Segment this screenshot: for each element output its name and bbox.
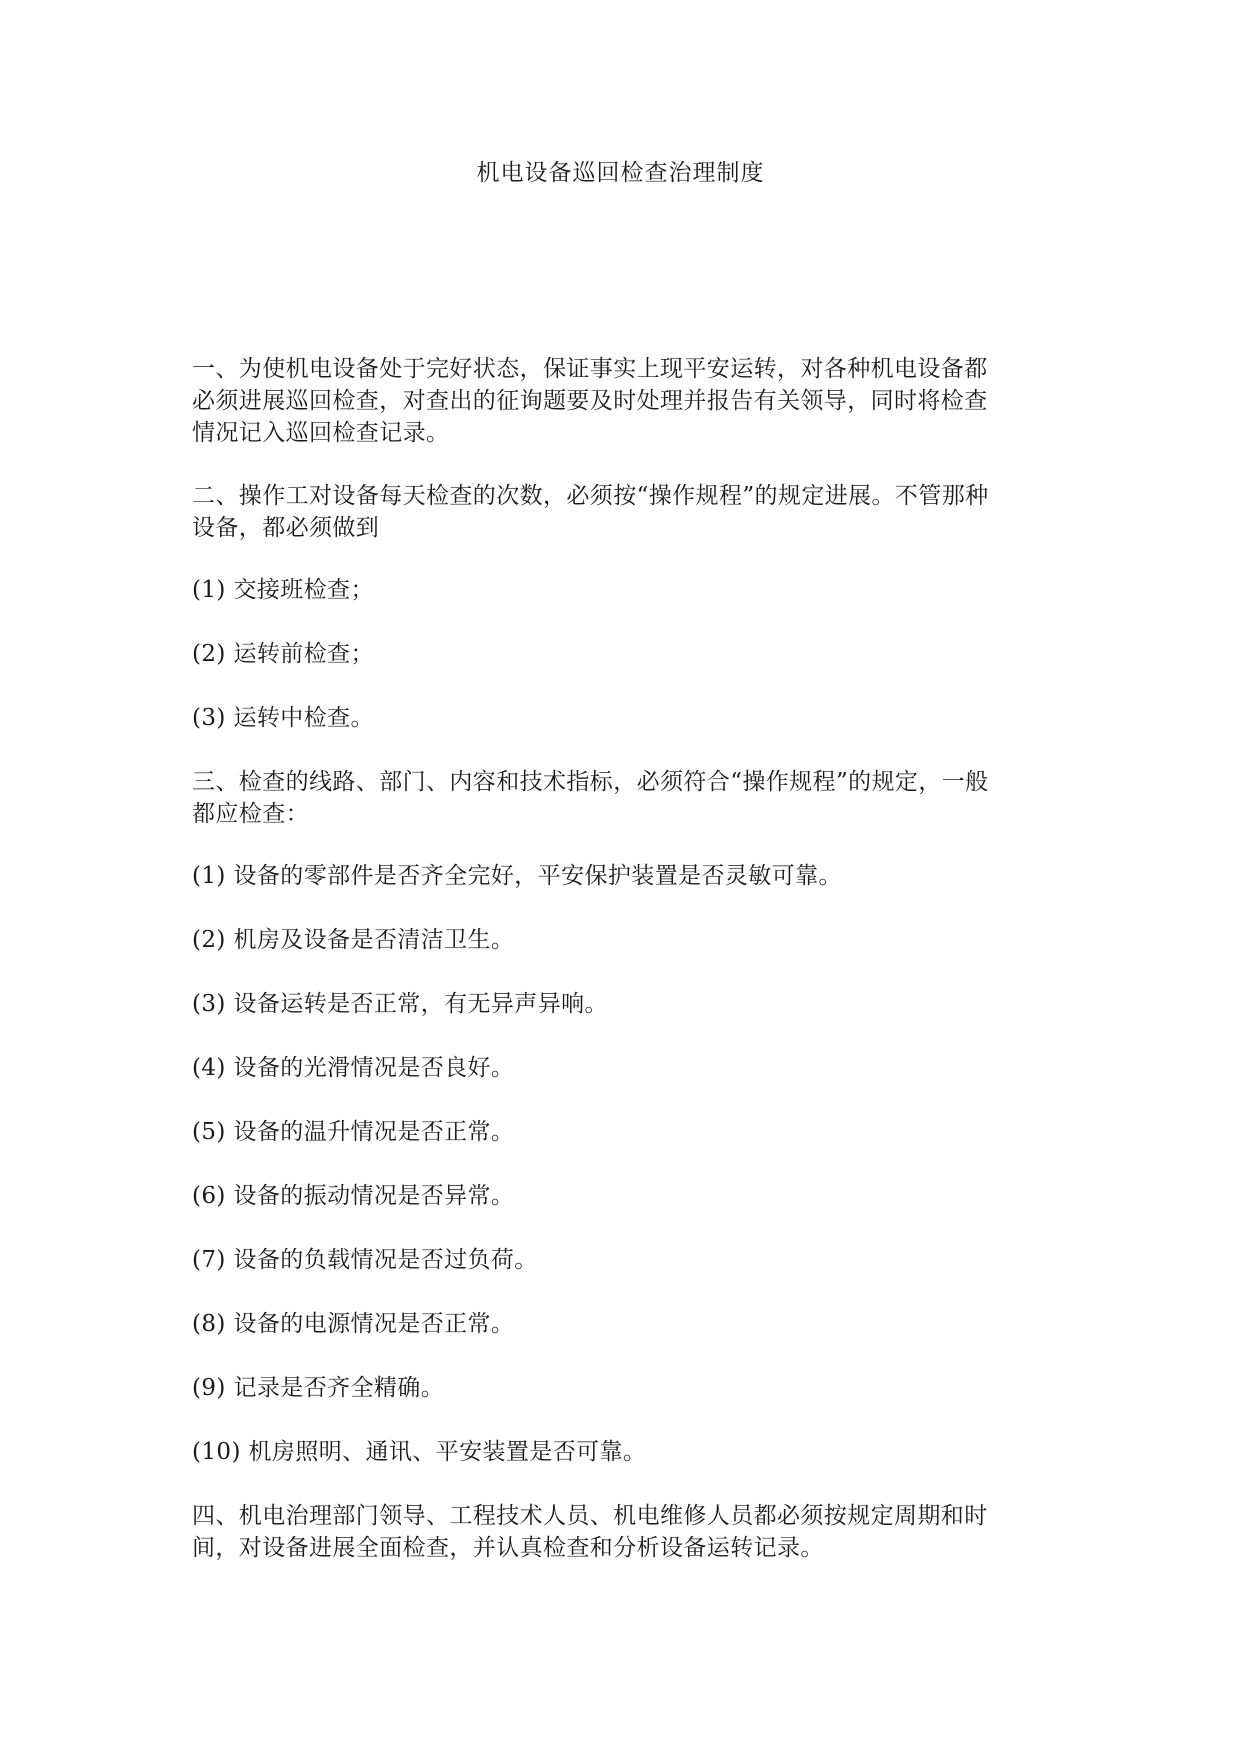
list-item (192, 1180, 1052, 1212)
list-item (192, 1308, 1052, 1340)
list-item-text: (2) 运转前检查； (192, 641, 374, 667)
list-item (192, 702, 1052, 734)
paragraph-line: 间，对设备进展全面检查，并认真检查和分析设备运转记录。 (192, 1535, 824, 1561)
paragraph-line: 设备，都必须做到 (192, 515, 380, 541)
list-item-text: (10) 机房照明、通讯、平安装置是否可靠。 (192, 1439, 647, 1465)
paragraph-line: 一、为使机电设备处于完好状态，保证事实上现平安运转，对各种机电设备都 (192, 356, 988, 382)
list-item (192, 638, 1052, 670)
paragraph-line: 三、检查的线路、部门、内容和技术指标，必须符合“操作规程”的规定，一般 (192, 769, 989, 795)
list-item (192, 924, 1052, 956)
list-item (192, 574, 1052, 606)
paragraph-section-1 (192, 353, 1052, 449)
list-item-text: (6) 设备的振动情况是否异常。 (192, 1183, 515, 1209)
list-item-text: (1) 交接班检查； (192, 577, 374, 603)
paragraph-section-4 (192, 1500, 1052, 1564)
list-item (192, 1244, 1052, 1276)
list-item-text: (4) 设备的光滑情况是否良好。 (192, 1055, 515, 1081)
list-item (192, 988, 1052, 1020)
paragraph-section-3 (192, 766, 1052, 830)
list-item-text: (5) 设备的温升情况是否正常。 (192, 1119, 515, 1145)
list-item-text: (8) 设备的电源情况是否正常。 (192, 1311, 515, 1337)
list-item-text: (1) 设备的零部件是否齐全完好，平安保护装置是否灵敏可靠。 (192, 863, 842, 889)
list-item-text: (3) 运转中检查。 (192, 705, 374, 731)
list-item (192, 1052, 1052, 1084)
paragraph-line: 情况记入巡回检查记录。 (192, 420, 450, 446)
list-item-text: (9) 记录是否齐全精确。 (192, 1375, 445, 1401)
list-item-text: (7) 设备的负载情况是否过负荷。 (192, 1247, 538, 1273)
list-item (192, 860, 1052, 892)
paragraph-line: 二、操作工对设备每天检查的次数，必须按“操作规程”的规定进展。不管那种 (192, 483, 989, 509)
list-item (192, 1116, 1052, 1148)
list-item (192, 1372, 1052, 1404)
list-item-text: (3) 设备运转是否正常，有无异声异响。 (192, 991, 608, 1017)
paragraph-line: 必须进展巡回检查，对查出的征询题要及时处理并报告有关领导，同时将检查 (192, 388, 988, 414)
document-title: 机电设备巡回检查治理制度 (476, 160, 765, 186)
paragraph-section-2 (192, 480, 1052, 544)
paragraph-line: 都应检查： (192, 801, 309, 827)
list-item-text: (2) 机房及设备是否清洁卫生。 (192, 927, 515, 953)
list-item (192, 1436, 1052, 1468)
paragraph-line: 四、机电治理部门领导、工程技术人员、机电维修人员都必须按规定周期和时 (192, 1503, 988, 1529)
